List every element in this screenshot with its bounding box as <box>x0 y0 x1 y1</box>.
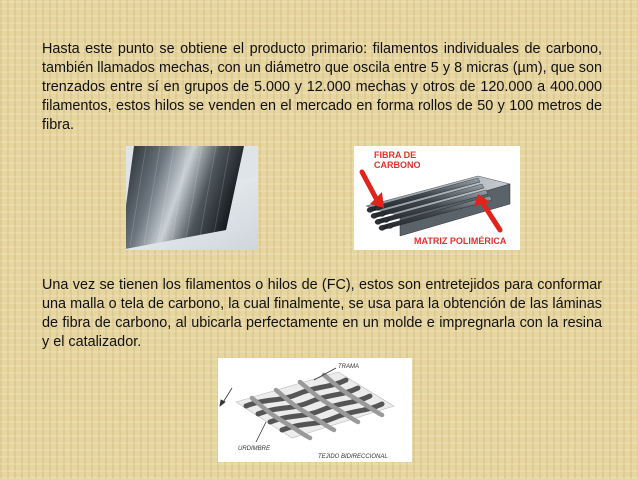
bidirectional-weave-diagram <box>218 358 412 462</box>
carbon-fiber-roll-photo <box>126 146 258 250</box>
urdimbre-label: URDIMBRE <box>238 446 271 452</box>
fiber-label-line1: FIBRA DE <box>374 150 417 160</box>
intro-paragraph: Hasta este punto se obtiene el producto primario: filamentos individuales de carbono, también llamados mechas, con un diámetro que oscila entre 5 y 8 micras (µm), que son trenzados entre sí en grupos de 5.000 y 12.000 mechas y otros de 120.000 a 400.000 filamentos, estos hilos se venden en el mercado en forma rollos de 50 y 100 metros de fibra. <box>42 41 602 133</box>
trama-label: TRAMA <box>338 364 359 370</box>
fiber-matrix-diagram <box>354 146 520 250</box>
fiber-label-line2: CARBONO <box>374 160 421 170</box>
matrix-label: MATRIZ POLIMÉRICA <box>414 236 507 246</box>
tejido-label: TEJIDO BIDIRECCIONAL <box>318 454 388 460</box>
weaving-paragraph: Una vez se tienen los filamentos o hilos de (FC), estos son entretejidos para conformar una malla o tela de carbono, la cual finalmente, se usa para la obtención de las láminas de fibra de carbono, al ubicarla perfectamente en un molde e impregnarla con la resina y el catalizador. <box>42 277 602 350</box>
